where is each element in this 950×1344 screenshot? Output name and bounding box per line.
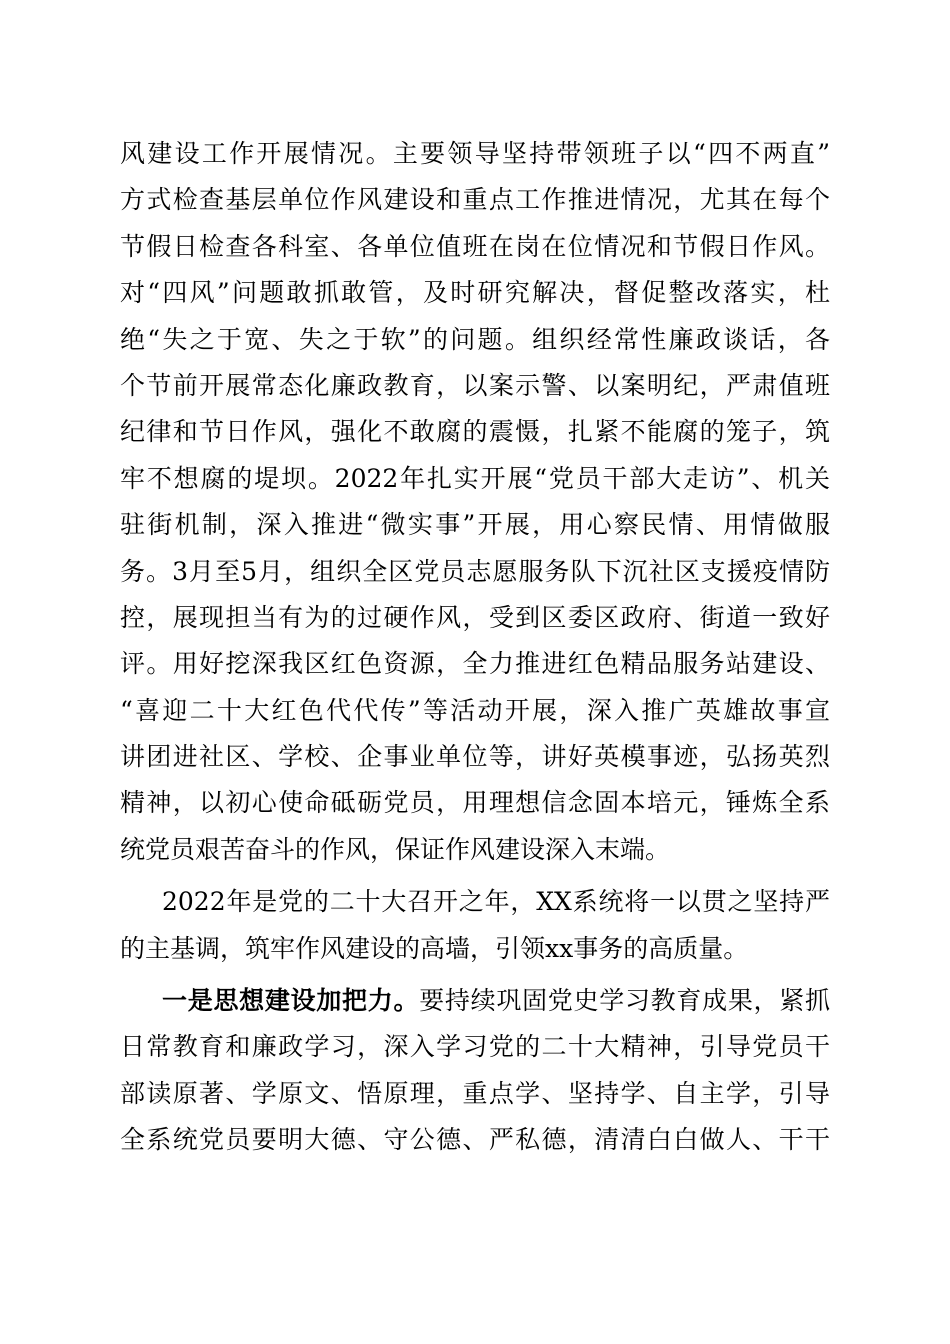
document-body — [120, 131, 830, 1164]
text-line: “喜迎二十大红色代代传”等活动开展，深入推广英雄故事宣 — [120, 695, 830, 725]
text-line: 绝“失之于宽、失之于软”的问题。组织经常性廉政谈话，各 — [120, 324, 830, 354]
text-line: 统党员艰苦奋斗的作风，保证作风建设深入末端。 — [120, 834, 671, 864]
paragraph-work-style-review — [120, 131, 830, 873]
text-line: 的主基调，筑牢作风建设的高墙，引领xx事务的高质量。 — [120, 933, 749, 963]
text-line: 部读原著、学原文、悟原理，重点学、坚持学、自主学，引导 — [120, 1078, 830, 1108]
text-line: 评。用好挖深我区红色资源，全力推进红色精品服务站建设、 — [120, 649, 830, 679]
text-line: 精神，以初心使命砥砺党员，用理想信念固本培元，锤炼全系 — [120, 788, 830, 818]
text-line: 对“四风”问题敢抓敢管，及时研究解决，督促整改落实，杜 — [120, 278, 830, 308]
text-line: 纪律和节日作风，强化不敢腐的震慑，扎紧不能腐的笼子，筑 — [120, 417, 830, 447]
text-line: 驻街机制，深入推进“微实事”开展，用心察民情、用情做服 — [120, 510, 830, 540]
text-line: 全系统党员要明大德、守公德、严私德，清清白白做人、干干 — [120, 1125, 830, 1155]
text-line: 方式检查基层单位作风建设和重点工作推进情况，尤其在每个 — [120, 185, 830, 215]
text-line: 个节前开展常态化廉政教育，以案示警、以案明纪，严肃值班 — [120, 370, 830, 400]
text-line: 讲团进社区、学校、企事业单位等，讲好英模事迹，弘扬英烈 — [120, 742, 830, 772]
paragraph-2022-tone — [120, 879, 830, 972]
text-line: 牢不想腐的堤坝。2022年扎实开展“党员干部大走访”、机关 — [120, 463, 830, 493]
section-heading: 一是思想建设加把力。 — [162, 986, 420, 1016]
text-run: 要持续巩固党史学习教育成果，紧抓 — [419, 986, 830, 1016]
text-line: 2022年是党的二十大召开之年，XX系统将一以贯之坚持严 — [162, 887, 830, 917]
text-line: 风建设工作开展情况。主要领导坚持带领班子以“四不两直” — [120, 139, 830, 168]
text-line: 务。3月至5月，组织全区党员志愿服务队下沉社区支援疫情防 — [120, 556, 830, 586]
text-line: 日常教育和廉政学习，深入学习党的二十大精神，引导党员干 — [120, 1032, 830, 1062]
paragraph-ideological-building — [120, 978, 830, 1164]
text-line — [120, 978, 830, 1024]
text-line: 控，展现担当有为的过硬作风，受到区委区政府、街道一致好 — [120, 602, 830, 632]
text-line: 节假日检查各科室、各单位值班在岗在位情况和节假日作风。 — [120, 231, 830, 261]
